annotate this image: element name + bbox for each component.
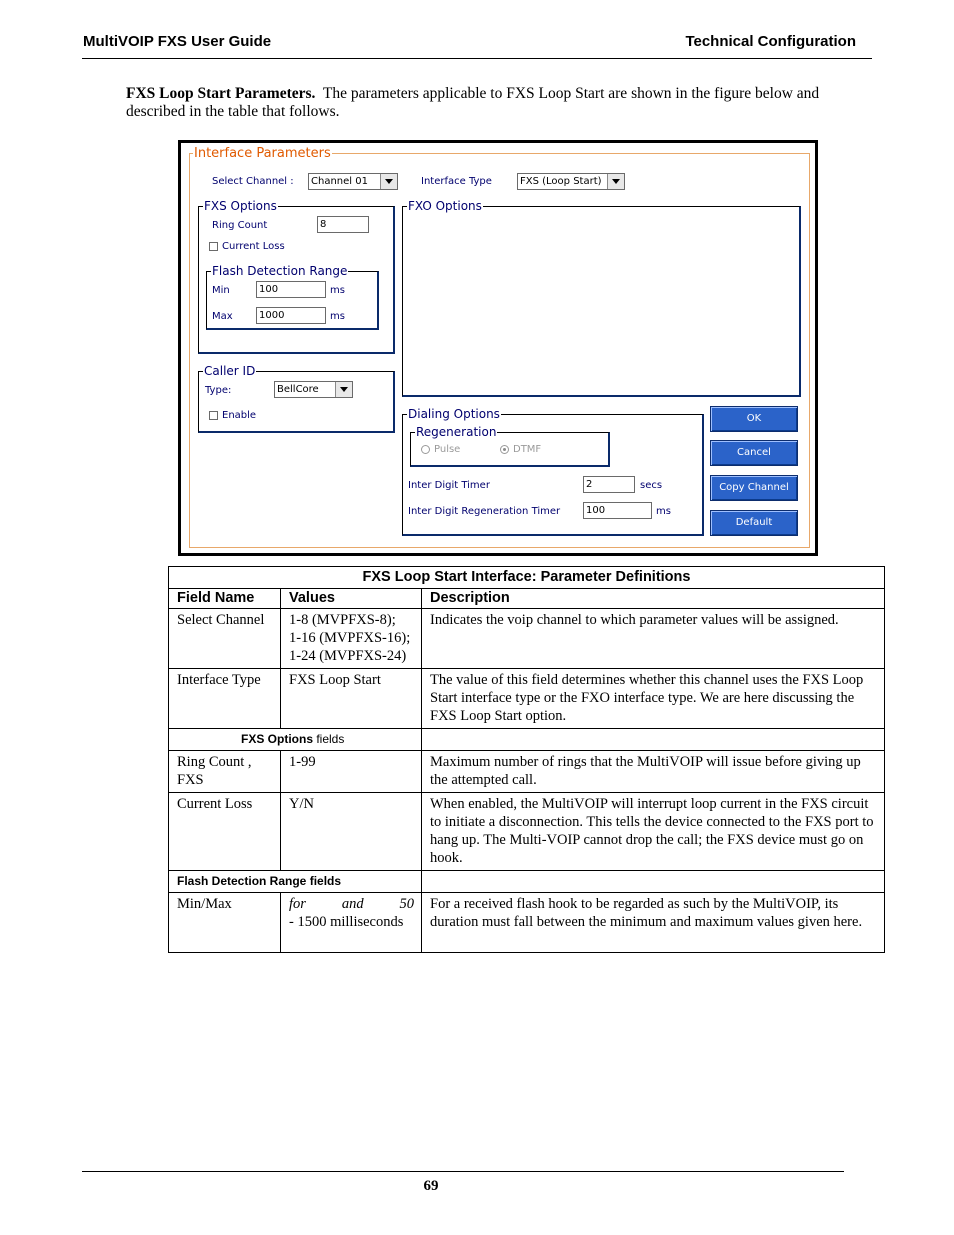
flash-max-label: Max (212, 311, 233, 322)
select-channel-dropdown[interactable] (308, 173, 398, 190)
description-cell: Indicates the voip channel to which parameter values will be assigned. (422, 609, 885, 669)
table-row (169, 609, 885, 669)
intro-paragraph (126, 85, 856, 121)
flash-min-unit: ms (330, 285, 345, 296)
ok-button[interactable]: OK (710, 406, 798, 432)
fxs-options-section-label (169, 729, 422, 751)
current-loss-label: Current Loss (222, 241, 285, 252)
parameter-definitions-table (168, 566, 885, 953)
caller-id-title: Caller ID (204, 364, 256, 378)
intro-text: The parameters applicable to FXS Loop Start are shown in the figure below and described in the table that follows. (126, 85, 820, 120)
values-cell: Y/N (281, 793, 422, 871)
default-button[interactable]: Default (710, 510, 798, 536)
section-empty-cell (422, 729, 885, 751)
running-header-section: Technical Configuration (685, 33, 856, 50)
select-channel-value: Channel 01 (311, 176, 368, 187)
field-name-cell: Min/Max (169, 893, 281, 953)
header-rule (82, 58, 872, 59)
fxs-options-title: FXS Options (204, 199, 277, 213)
interface-parameters-title: Interface Parameters (194, 146, 331, 161)
section-rest: fields (313, 732, 345, 746)
value-line: 1-8 (MVPFXS-8); (289, 612, 396, 628)
interface-type-value: FXS (Loop Start) (520, 176, 602, 187)
regeneration-title: Regeneration (416, 425, 497, 439)
table-row (169, 751, 885, 793)
interface-type-dropdown[interactable] (517, 173, 625, 190)
chevron-down-icon[interactable] (380, 174, 397, 189)
dtmf-label: DTMF (513, 444, 542, 455)
table-header-row (169, 589, 885, 609)
current-loss-checkbox[interactable] (209, 242, 218, 251)
table-caption: FXS Loop Start Interface: Parameter Definitions (169, 567, 885, 589)
inter-digit-timer-input[interactable]: 2 (583, 476, 635, 493)
dialing-options-title: Dialing Options (408, 407, 500, 421)
value-line: 1-24 (MVPFXS-24) (289, 648, 407, 664)
fxo-options-group (402, 206, 801, 397)
caller-id-type-value: BellCore (277, 384, 319, 395)
description-cell: When enabled, the MultiVOIP will interrupt loop current in the FXS circuit to initiate a disconnection. This tells the device connected to the FXS port to hang up. The Multi-VOIP cannot drop the call; the FXS device must go on hook. (422, 793, 885, 871)
table-caption-row (169, 567, 885, 589)
flash-detection-title: Flash Detection Range (212, 264, 348, 278)
description-cell: Maximum number of rings that the MultiVOIP will issue before giving up the attempted call. (422, 751, 885, 793)
description-cell: For a received flash hook to be regarded as such by the MultiVOIP, its duration must fall between the minimum and maximum values given here. (422, 893, 885, 953)
values-cell (281, 893, 422, 953)
header-field-name: Field Name (169, 589, 281, 609)
values-cell: FXS Loop Start (281, 669, 422, 729)
page-number: 69 (423, 1178, 439, 1194)
ring-count-input[interactable]: 8 (317, 216, 369, 233)
inter-digit-regen-unit: ms (656, 506, 671, 517)
table-row (169, 893, 885, 953)
select-channel-label: Select Channel : (212, 176, 294, 187)
value-line: 1-16 (MVPFXS-16); (289, 630, 411, 646)
caller-id-enable-checkbox[interactable] (209, 411, 218, 420)
field-name-cell: Select Channel (169, 609, 281, 669)
inter-digit-timer-label: Inter Digit Timer (408, 480, 490, 491)
interface-type-label: Interface Type (421, 176, 492, 187)
table-row (169, 669, 885, 729)
section-empty-cell (422, 871, 885, 893)
field-name-cell: Interface Type (169, 669, 281, 729)
flash-detection-section-label: Flash Detection Range fields (169, 871, 422, 893)
inter-digit-timer-unit: secs (640, 480, 663, 491)
value-line: - 1500 milliseconds (289, 914, 404, 930)
pulse-radio[interactable] (421, 445, 430, 454)
chevron-down-icon[interactable] (335, 382, 352, 397)
ring-count-label: Ring Count (212, 220, 268, 231)
cancel-button[interactable]: Cancel (710, 440, 798, 466)
dtmf-radio[interactable] (500, 445, 509, 454)
interface-parameters-screenshot (178, 140, 818, 556)
intro-lead: FXS Loop Start Parameters. (126, 85, 316, 102)
table-row (169, 793, 885, 871)
copy-channel-button[interactable]: Copy Channel (710, 475, 798, 501)
inter-digit-regen-label: Inter Digit Regeneration Timer (408, 506, 561, 517)
section-bold: FXS Options (241, 732, 313, 746)
fxo-options-title: FXO Options (408, 199, 482, 213)
field-name-cell: Ring Count , FXS (169, 751, 281, 793)
flash-max-input[interactable]: 1000 (256, 307, 326, 324)
flash-min-label: Min (212, 285, 230, 296)
table-section-row (169, 871, 885, 893)
running-header-title: MultiVOIP FXS User Guide (83, 33, 272, 50)
field-name-cell: Current Loss (169, 793, 281, 871)
caller-id-enable-label: Enable (222, 410, 257, 421)
flash-min-input[interactable]: 100 (256, 281, 326, 298)
inter-digit-regen-input[interactable]: 100 (583, 502, 652, 519)
caller-id-type-dropdown[interactable] (274, 381, 353, 398)
values-cell (281, 609, 422, 669)
header-values: Values (281, 589, 422, 609)
footer-rule (82, 1171, 844, 1172)
flash-max-unit: ms (330, 311, 345, 322)
pulse-label: Pulse (434, 444, 461, 455)
table-section-row (169, 729, 885, 751)
caller-id-type-label: Type: (205, 385, 232, 396)
values-cell: 1-99 (281, 751, 422, 793)
header-description: Description (422, 589, 885, 609)
value-line: for and 50 (289, 896, 414, 912)
chevron-down-icon[interactable] (607, 174, 624, 189)
description-cell: The value of this field determines whether this channel uses the FXS Loop Start interface type or the FXO interface type. We are here discussing the FXS Loop Start option. (422, 669, 885, 729)
